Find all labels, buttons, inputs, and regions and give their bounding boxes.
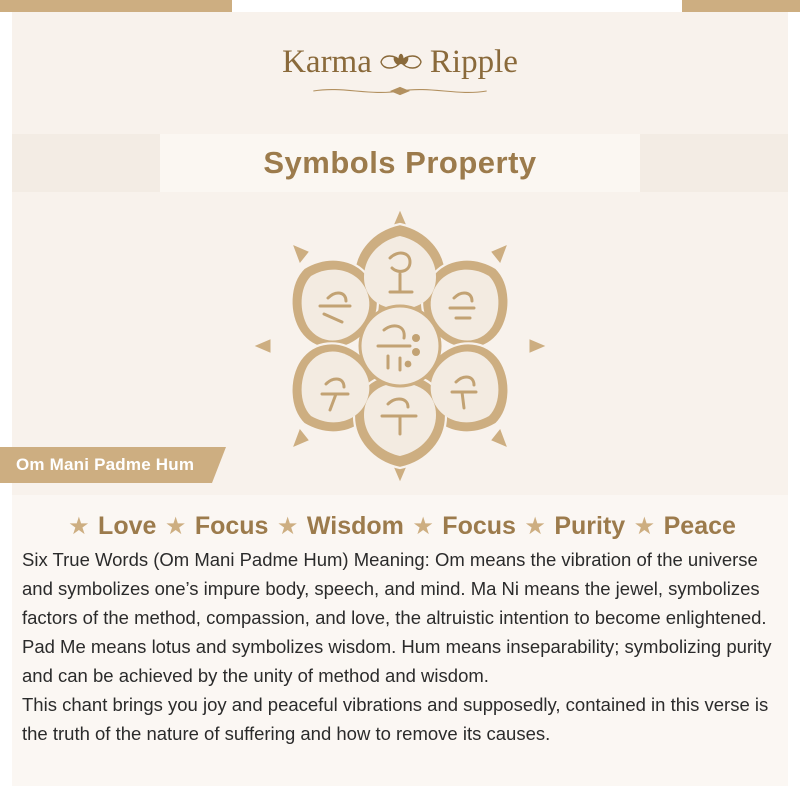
- description-paragraph-1: Six True Words (Om Mani Padme Hum) Meaning: Om means the vibration of the universe and symbolizes one’s impure body, speech, and mind. Ma Ni means the jewel, symbolizes factors of the method, compassion, and love, the altruistic intention to become enlightened. Pad Me means lotus and symbolizes wisdom. Hum means inseparability; symbolizing purity and can be achieved by the unity of method and wisdom.: [22, 549, 772, 686]
- logo-underline-flourish: [292, 86, 508, 96]
- mantra-tab-text: Om Mani Padme Hum: [16, 455, 195, 474]
- star-icon: ★: [412, 513, 434, 540]
- page-title: Symbols Property: [263, 145, 537, 180]
- keyword-1: Focus: [194, 512, 269, 540]
- brand-name-left: Karma: [282, 44, 372, 80]
- frame-left-edge: [0, 0, 12, 800]
- star-icon: ★: [164, 513, 187, 540]
- frame-right-edge: [788, 0, 800, 800]
- star-icon: ★: [633, 513, 656, 540]
- title-band-right-shade: [640, 134, 788, 192]
- keyword-5: Peace: [663, 512, 736, 540]
- star-icon: ★: [524, 513, 546, 540]
- keyword-0: Love: [98, 512, 157, 540]
- star-icon: ★: [68, 513, 90, 540]
- brand-logo: [0, 44, 800, 81]
- corner-decoration-top-right: [682, 0, 800, 12]
- brand-name-right: Ripple: [429, 44, 518, 80]
- corner-decoration-top-left: [0, 0, 232, 12]
- lotus-infinity-icon: [378, 48, 424, 78]
- star-icon: ★: [276, 513, 299, 540]
- keyword-4: Purity: [554, 512, 626, 540]
- om-mani-padme-hum-lotus-mandala-icon: [250, 206, 550, 486]
- description-paragraph-2: This chant brings you joy and peaceful vibrations and supposedly, contained in this verse is the truth of the nature of suffering and how to remove its causes.: [22, 694, 769, 744]
- keyword-3: Focus: [442, 512, 516, 540]
- title-band-left-shade: [12, 134, 160, 192]
- frame-bottom-edge: [0, 786, 800, 800]
- page-title-band: [160, 134, 640, 192]
- keyword-2: Wisdom: [306, 512, 404, 540]
- keyword-list: [0, 512, 800, 541]
- description-text: [22, 545, 778, 748]
- mantra-tab-label: [0, 447, 212, 483]
